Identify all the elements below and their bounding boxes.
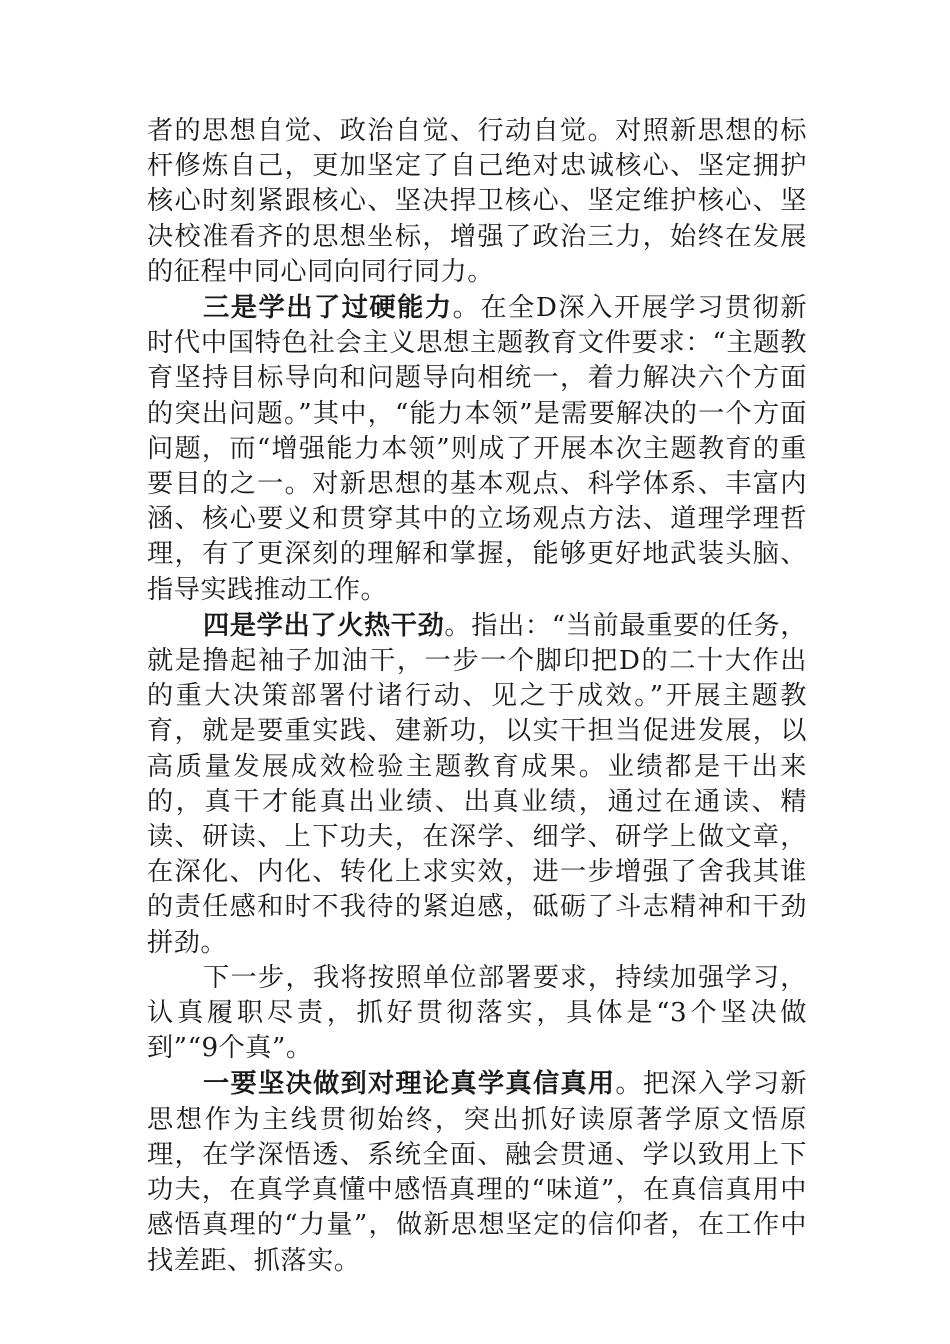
paragraph-3-text: 。指出：“当前最重要的任务，就是撸起袖子加油干，一步一个脚印把D的二十大作出的重大决策部署付诸行动、见之于成效。”开展主题教育，就是要重实践、建新功，以实干担当促进发展，以高质量发展成效检验主题教育成果。业绩都是干出来的，真干才能真出业绩、出真业绩，通过在通读、精读、研读、上下功夫，在深学、细学、研学上做文章，在深化、内化、转化上求实效，进一步增强了舍我其谁的责任感和时不我待的紧迫感，砥砺了斗志精神和干劲拼劲。 <box>147 610 808 958</box>
paragraph-5-heading: 一要坚决做到对理论真学真信真用 <box>203 1068 616 1100</box>
paragraph-4-text: 下一步，我将按照单位部署要求，持续加强学习，认真履职尽责，抓好贯彻落实，具体是“3个坚决做到”“9个真”。 <box>147 962 807 1064</box>
paragraph-5 <box>147 1066 807 1278</box>
paragraph-5-text: 。把深入学习新思想作为主线贯彻始终，突出抓好读原著学原文悟原理，在学深悟透、系统全面、融会贯通、学以致用上下功夫，在真学真懂中感悟真理的“味道”，在真信真用中感悟真理的“力量”，做新思想坚定的信仰者，在工作中找差距、抓落实。 <box>147 1069 808 1276</box>
paragraph-2-heading: 三是学出了过硬能力 <box>203 292 453 324</box>
paragraph-2 <box>147 290 807 608</box>
paragraph-2-text: 。在全D深入开展学习贯彻新时代中国特色社会主义思想主题教育文件要求：“主题教育坚持目标导向和问题导向相统一，着力解决六个方面的突出问题。”其中，“能力本领”是需要解决的一个方面问题，而“增强能力本领”则成了开展本次主题教育的重要目的之一。对新思想的基本观点、科学体系、丰富内涵、核心要义和贯穿其中的立场观点方法、道理学理哲理，有了更深刻的理解和掌握，能够更好地武装头脑、指导实践推动工作。 <box>147 293 808 605</box>
paragraph-4 <box>147 961 807 1067</box>
paragraph-1 <box>147 114 807 290</box>
paragraph-3-heading: 四是学出了火热干劲 <box>203 609 445 641</box>
document-page <box>147 114 807 1279</box>
paragraph-1-text: 者的思想自觉、政治自觉、行动自觉。对照新思想的标杆修炼自己，更加坚定了自己绝对忠诚核心、坚定拥护核心时刻紧跟核心、坚决捍卫核心、坚定维护核心、坚决校准看齐的思想坐标，增强了政治三力，始终在发展的征程中同心同向同行同力。 <box>147 116 807 287</box>
paragraph-3 <box>147 608 807 961</box>
